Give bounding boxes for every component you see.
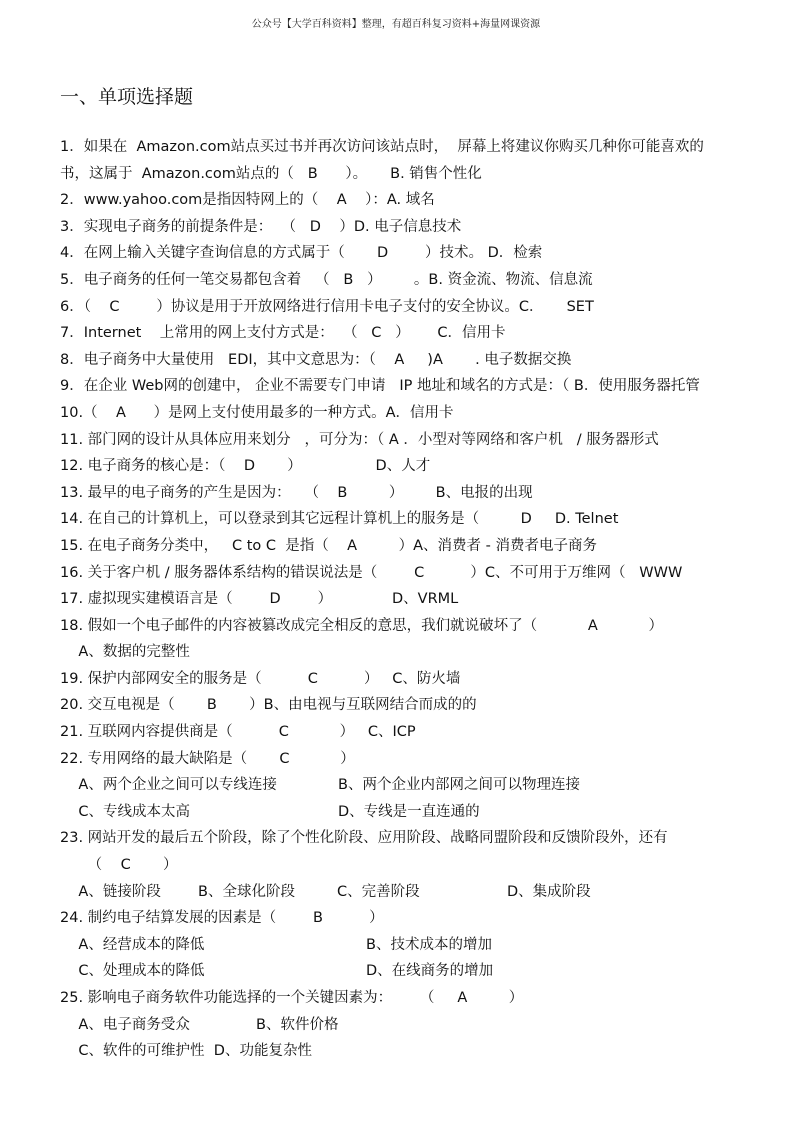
question-line xyxy=(60,932,740,959)
question-text: 1．如果在 Amazon.com站点买过书并再次访问该站点时， 屏幕上将建议你购买几种你可能喜欢的 xyxy=(60,139,704,155)
answer-option: B、软件价格 xyxy=(256,1016,339,1033)
question-line xyxy=(60,400,740,427)
answer-option: D、专线是一直连通的 xyxy=(338,803,480,820)
answer-option: A、链接阶段 xyxy=(60,883,161,900)
question-text: 8．电子商务中大量使用 EDI，其中文意思为：（ A )A . 电子数据交换 xyxy=(60,351,572,368)
question-line xyxy=(60,613,740,640)
answer-option: D、集成阶段 xyxy=(507,883,591,900)
question-line xyxy=(60,294,740,321)
question-line xyxy=(60,985,740,1012)
question-line xyxy=(60,586,740,613)
question-text: 13. 最早的电子商务的产生是因为： （ B ） B、电报的出现 xyxy=(60,484,533,501)
question-line xyxy=(60,373,740,400)
question-line xyxy=(60,719,740,746)
question-line xyxy=(60,958,740,985)
question-text: 3．实现电子商务的前提条件是： （ D ）D. 电子信息技术 xyxy=(60,218,462,235)
question-line xyxy=(60,852,740,879)
answer-option: B、两个企业内部网之间可以物理连接 xyxy=(338,777,580,794)
question-line xyxy=(60,746,740,773)
question-line xyxy=(60,825,740,852)
answer-option: B、全球化阶段 xyxy=(198,883,295,900)
question-text: 4．在网上输入关键字查询信息的方式属于（ D ）技术。 D．检索 xyxy=(60,245,543,262)
question-line xyxy=(60,480,740,507)
answer-option: A、电子商务受众 xyxy=(60,1016,190,1033)
question-line xyxy=(60,134,740,161)
question-line xyxy=(60,187,740,214)
question-line xyxy=(60,267,740,294)
answer-option: A、两个企业之间可以专线连接 xyxy=(60,777,277,794)
question-line xyxy=(60,879,740,906)
answer-option: C、完善阶段 xyxy=(337,883,420,900)
answer-option: D、在线商务的增加 xyxy=(366,963,494,980)
question-text: A、数据的完整性 xyxy=(60,644,190,661)
question-text: 21. 互联网内容提供商是（ C ） C、ICP xyxy=(60,724,416,741)
question-line xyxy=(60,1038,740,1065)
question-text: 11. 部门网的设计从具体应用来划分 ，可分为：（ A ．小型对等网络和客户机 / 服务器形式 xyxy=(60,431,659,448)
question-line xyxy=(60,161,740,188)
question-text: 12. 电子商务的核心是：（ D ） D、人才 xyxy=(60,458,431,475)
question-text: 2．www.yahoo.com是指因特网上的（ A ）：A. 域名 xyxy=(60,192,435,209)
question-text: 15. 在电子商务分类中， C to C 是指（ A ）A、消费者 - 消费者电子商务 xyxy=(60,537,597,554)
question-line xyxy=(60,1012,740,1039)
page-header: 公众号【大学百科资料】整理，有超百科复习资料+海量网课资源 xyxy=(251,19,541,30)
question-text: C、软件的可维护性 D、功能复杂性 xyxy=(60,1043,312,1060)
question-line xyxy=(60,320,740,347)
answer-option: A、经营成本的降低 xyxy=(60,936,205,953)
question-text: 24. 制约电子结算发展的因素是（ B ） xyxy=(60,910,384,927)
question-text: 19. 保护内部网安全的服务是（ C ） C、防火墙 xyxy=(60,670,461,687)
question-list xyxy=(60,134,740,1065)
question-line xyxy=(60,905,740,932)
answer-option: C、专线成本太高 xyxy=(60,803,191,820)
question-line xyxy=(60,692,740,719)
answer-option: C、处理成本的降低 xyxy=(60,963,205,980)
question-line xyxy=(60,533,740,560)
question-text: 23. 网站开发的最后五个阶段，除了个性化阶段、应用阶段、战略同盟阶段和反馈阶段外，还有 xyxy=(60,830,668,847)
question-line xyxy=(60,639,740,666)
question-text: 17. 虚拟现实建模语言是（ D ） D、VRML xyxy=(60,591,459,608)
question-text: 6．（ C ）协议是用于开放网络进行信用卡电子支付的安全协议。C． SET xyxy=(60,298,594,315)
question-line xyxy=(60,453,740,480)
question-line xyxy=(60,240,740,267)
question-line xyxy=(60,214,740,241)
question-text: 18. 假如一个电子邮件的内容被篡改成完全相反的意思，我们就说破坏了（ A ） xyxy=(60,617,663,634)
question-text: 16. 关于客户机 / 服务器体系结构的错误说法是（ C ）C、不可用于万维网（ WWW xyxy=(60,564,683,581)
question-text: 10.（ A ）是网上支付使用最多的一种方式。A．信用卡 xyxy=(60,404,454,421)
question-line xyxy=(60,772,740,799)
question-line xyxy=(60,799,740,826)
question-text: 9．在企业 Web网的创建中， 企业不需要专门申请 IP 地址和域名的方式是：（ B．使用服务器托管 xyxy=(60,378,700,395)
question-text: 5．电子商务的任何一笔交易都包含着 （ B ） 。B. 资金流、物流、信息流 xyxy=(60,271,593,288)
question-text: 22. 专用网络的最大缺陷是（ C ） xyxy=(60,750,355,767)
question-line xyxy=(60,506,740,533)
question-text: 25. 影响电子商务软件功能选择的一个关键因素为： （ A ） xyxy=(60,990,524,1006)
question-line xyxy=(60,347,740,374)
question-line xyxy=(60,427,740,454)
question-line xyxy=(60,560,740,587)
question-line xyxy=(60,666,740,693)
question-text: 书，这属于 Amazon.com站点的（ B ）。 B. 销售个性化 xyxy=(60,165,482,182)
question-text: （ C ） xyxy=(60,857,178,874)
section-title: 一、单项选择题 xyxy=(60,86,194,108)
question-text: 14. 在自己的计算机上，可以登录到其它远程计算机上的服务是（ D D. Telnet xyxy=(60,511,619,528)
question-text: 20. 交互电视是（ B ）B、由电视与互联网结合而成的的 xyxy=(60,697,477,714)
question-text: 7．Internet 上常用的网上支付方式是： （ C ） C．信用卡 xyxy=(60,325,506,342)
answer-option: B、技术成本的增加 xyxy=(366,936,492,953)
